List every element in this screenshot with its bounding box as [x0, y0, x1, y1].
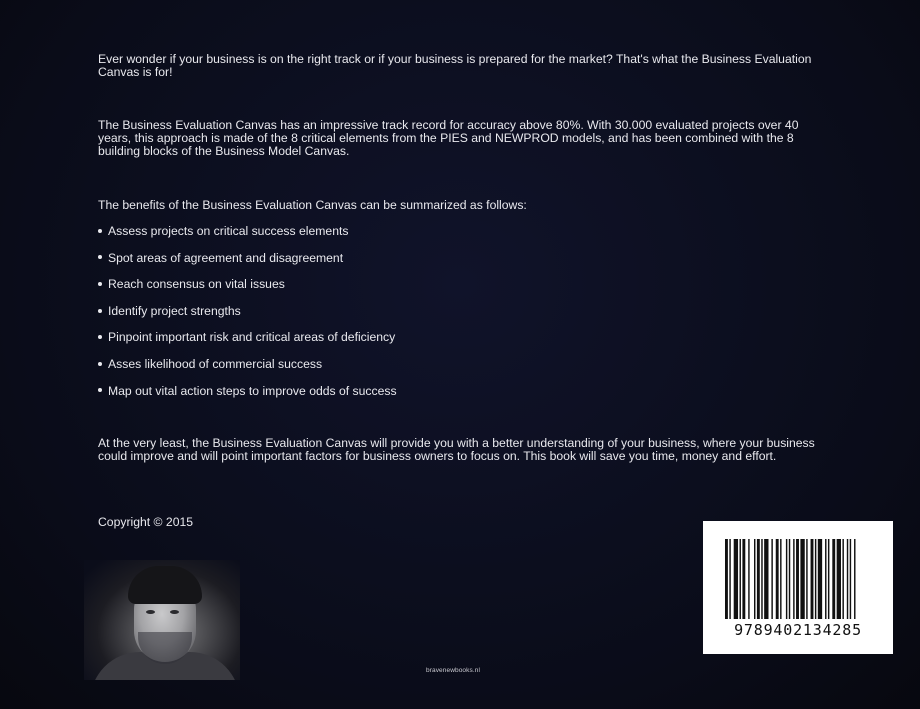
barcode-bar: [815, 539, 816, 619]
barcode-bar: [796, 539, 799, 619]
isbn-barcode: [703, 521, 893, 654]
barcode-bar: [850, 539, 851, 619]
barcode-bar: [806, 539, 807, 619]
barcode-bar: [742, 539, 745, 619]
barcode-bar: [771, 539, 772, 619]
barcode-bar: [789, 539, 790, 619]
barcode-bar: [828, 539, 829, 619]
list-item: [98, 251, 397, 278]
publisher-url: bravenewbooks.nl: [426, 667, 480, 674]
barcode-bar: [793, 539, 794, 619]
barcode-bar: [754, 539, 755, 619]
barcode-bar: [780, 539, 781, 619]
bullet-icon: [98, 282, 102, 286]
barcode-bar: [761, 539, 762, 619]
barcode-bar: [825, 539, 826, 619]
benefits-list: [98, 224, 397, 410]
barcode-bar: [800, 539, 804, 619]
barcode-bar: [786, 539, 787, 619]
list-item: [98, 330, 397, 357]
list-item-label: Reach consensus on vital issues: [108, 277, 285, 292]
barcode-bar: [776, 539, 779, 619]
list-item: [98, 277, 397, 304]
barcode-bar: [837, 539, 841, 619]
barcode-bar: [847, 539, 848, 619]
barcode-bar: [729, 539, 730, 619]
barcode-bar: [748, 539, 749, 619]
barcode-bar: [832, 539, 835, 619]
author-photo: [84, 560, 240, 680]
barcode-bar: [854, 539, 855, 619]
benefits-heading: The benefits of the Business Evaluation Canvas can be summarized as follows:: [98, 198, 527, 212]
isbn-number: 9789402134285: [734, 621, 862, 639]
bullet-icon: [98, 362, 102, 366]
copyright-notice: Copyright © 2015: [98, 515, 194, 529]
list-item-label: Asses likelihood of commercial success: [108, 356, 323, 371]
barcode-bar: [842, 539, 843, 619]
list-item-label: Spot areas of agreement and disagreement: [108, 250, 344, 265]
bullet-icon: [98, 255, 102, 259]
bullet-icon: [98, 229, 102, 233]
barcode-bar: [740, 539, 741, 619]
list-item-label: Pinpoint important risk and critical areas of deficiency: [108, 330, 396, 345]
barcode-bar: [811, 539, 814, 619]
list-item-label: Assess projects on critical success elements: [108, 224, 349, 238]
list-item: [98, 224, 397, 251]
list-item: [98, 304, 397, 331]
barcode-bar: [725, 539, 728, 619]
list-item-label: Identify project strengths: [108, 303, 241, 318]
barcode-bar: [818, 539, 822, 619]
bullet-icon: [98, 309, 102, 313]
bullet-icon: [98, 388, 102, 392]
track-record-paragraph: The Business Evaluation Canvas has an impressive track record for accuracy above 80%. With 30.000 evaluated projects over 40 years, this approach is made of the 8 critical elements from the PIES and NEWPROD models, and has been combined with the 8 building blocks of the Business Model Canvas.: [98, 118, 799, 158]
barcode-bar: [757, 539, 760, 619]
closing-paragraph: At the very least, the Business Evaluation Canvas will provide you with a better understanding of your business, where your business could improve and will point important factors for business owners to focus on. This book will save you time, money and effort.: [98, 436, 815, 463]
barcode-bar: [734, 539, 738, 619]
bullet-icon: [98, 335, 102, 339]
barcode-bar: [764, 539, 768, 619]
list-item: [98, 384, 397, 411]
list-item: [98, 357, 397, 384]
list-item-label: Map out vital action steps to improve odds of success: [108, 383, 397, 398]
intro-paragraph: Ever wonder if your business is on the right track or if your business is prepared for the market? That's what the Business Evaluation Canvas is for!: [98, 52, 812, 79]
